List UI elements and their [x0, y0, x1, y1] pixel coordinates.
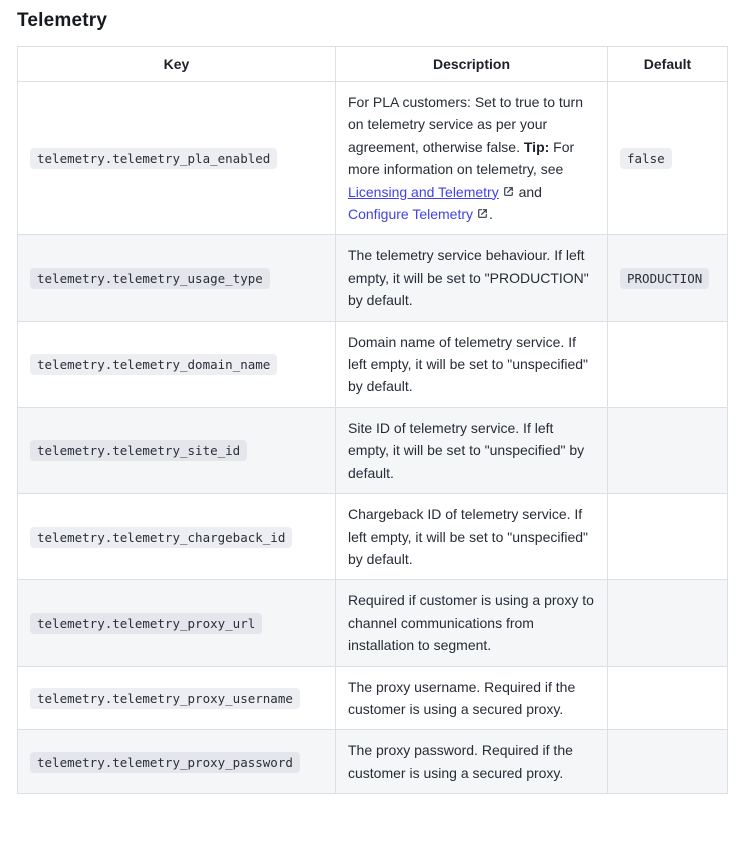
config-key-code: telemetry.telemetry_proxy_password [30, 752, 300, 773]
default-cell [608, 494, 728, 580]
table-body [18, 82, 728, 794]
external-link-icon [503, 186, 514, 197]
description-text: For PLA customers: Set to true to turn on telemetry service as per your agreement, otherwise false. [348, 94, 583, 155]
column-header-key: Key [18, 47, 336, 82]
config-key-code: telemetry.telemetry_chargeback_id [30, 527, 292, 548]
table-row [18, 580, 728, 666]
column-header-default: Default [608, 47, 728, 82]
table-row [18, 82, 728, 235]
page-title: Telemetry [17, 10, 108, 31]
table-header [18, 47, 728, 82]
description-text: The proxy username. Required if the customer is using a secured proxy. [348, 678, 576, 717]
description-text: . [489, 206, 493, 223]
doc-link-configure-telemetry[interactable]: Configure Telemetry [348, 206, 474, 223]
description-text: Required if customer is using a proxy to channel communications from installation to segment. [348, 592, 594, 654]
key-cell [18, 666, 336, 730]
description-cell [336, 666, 608, 730]
config-key-code: telemetry.telemetry_domain_name [30, 354, 277, 375]
table-row [18, 730, 728, 794]
description-text: Chargeback ID of telemetry service. If left empty, it will be set to "unspecified" by default. [348, 506, 589, 567]
config-key-code: telemetry.telemetry_pla_enabled [30, 148, 277, 169]
table-row [18, 494, 728, 580]
description-text: Site ID of telemetry service. If left empty, it will be set to "unspecified" by default. [348, 419, 585, 481]
tip-label: Tip: [523, 138, 550, 155]
default-cell [608, 321, 728, 407]
description-cell [336, 321, 608, 407]
table-row [18, 321, 728, 407]
default-cell [608, 407, 728, 493]
default-cell [608, 82, 728, 235]
table-row [18, 235, 728, 321]
key-cell [18, 321, 336, 407]
key-cell [18, 580, 336, 666]
key-cell [18, 730, 336, 794]
default-cell [608, 730, 728, 794]
description-text: and [514, 183, 542, 200]
external-link-icon [477, 208, 488, 219]
description-cell [336, 580, 608, 666]
description-text: The telemetry service behaviour. If left empty, it will be set to "PRODUCTION" by default. [348, 247, 589, 309]
default-value-code: false [620, 148, 672, 169]
doc-link-licensing-and-telemetry[interactable]: Licensing and Telemetry [348, 183, 499, 200]
config-key-code: telemetry.telemetry_proxy_url [30, 613, 262, 634]
description-cell [336, 494, 608, 580]
config-key-code: telemetry.telemetry_proxy_username [30, 688, 300, 709]
description-cell [336, 730, 608, 794]
description-cell [336, 82, 608, 235]
telemetry-config-table [17, 46, 728, 794]
column-header-description: Description [336, 47, 608, 82]
table-row [18, 407, 728, 493]
key-cell [18, 82, 336, 235]
table-row [18, 666, 728, 730]
key-cell [18, 407, 336, 493]
description-text: For more information on telemetry, see [348, 138, 575, 178]
default-cell [608, 580, 728, 666]
description-text: Domain name of telemetry service. If left empty, it will be set to "unspecified" by default. [348, 333, 589, 395]
description-cell [336, 407, 608, 493]
key-cell [18, 494, 336, 580]
config-key-code: telemetry.telemetry_usage_type [30, 268, 270, 289]
config-key-code: telemetry.telemetry_site_id [30, 440, 247, 461]
key-cell [18, 235, 336, 321]
description-text: The proxy password. Required if the customer is using a secured proxy. [348, 742, 573, 781]
default-cell [608, 666, 728, 730]
default-value-code: PRODUCTION [620, 268, 709, 289]
default-cell [608, 235, 728, 321]
description-cell [336, 235, 608, 321]
